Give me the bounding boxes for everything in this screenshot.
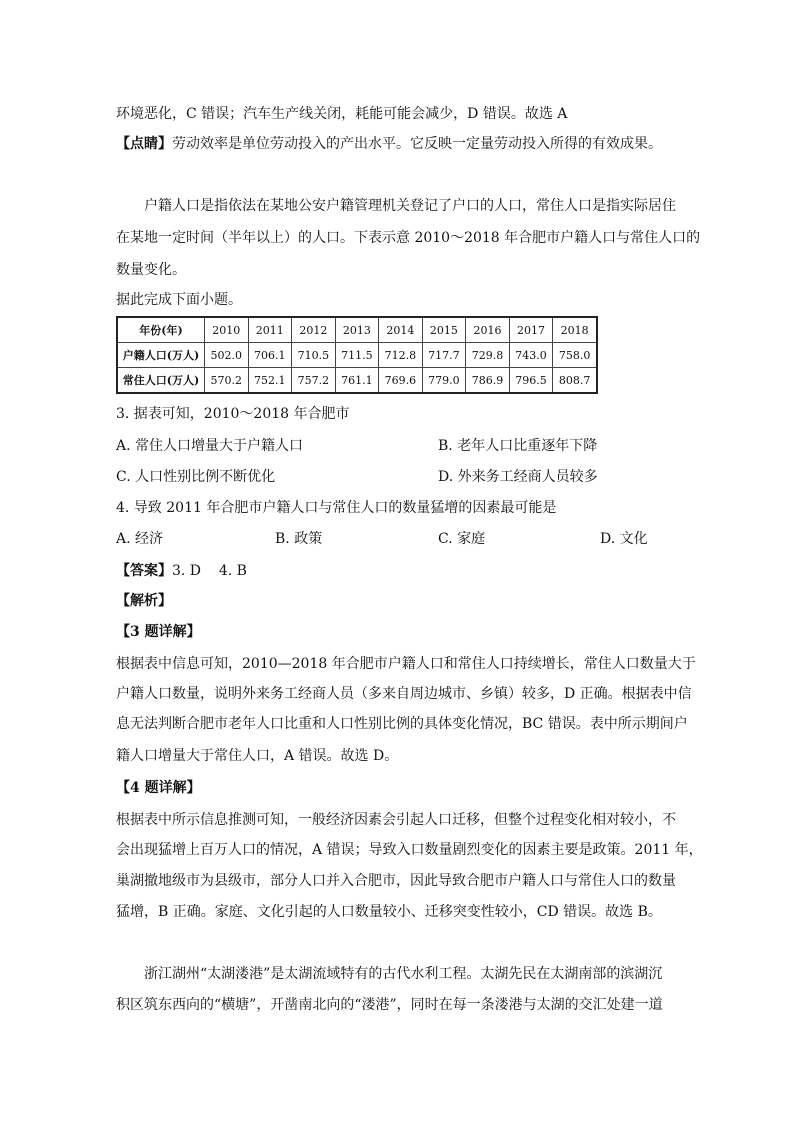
table-cell: 570.2 <box>205 368 249 394</box>
note-line <box>116 134 662 154</box>
table-cell: 706.1 <box>248 343 292 368</box>
q3-detail-line-2: 户籍人口数量，说明外来务工经商人员（多来自周边城市、乡镇）较多，D 正确。根据表中信 <box>116 686 692 702</box>
table-cell: 2015 <box>422 317 466 343</box>
table-cell: 711.5 <box>335 343 379 368</box>
q4-detail-line-2: 会出现猛增上百万人口的情况，A 错误；导致入口数量剧烈变化的因素主要是政策。2011 年， <box>116 842 703 858</box>
table-cell: 502.0 <box>205 343 249 368</box>
note-tag: 【点睛】 <box>116 136 172 152</box>
q3-option-c: C. 人口性别比例不断优化 <box>116 469 276 485</box>
table-cell: 2018 <box>553 317 597 343</box>
intro-line-1: 户籍人口是指依法在某地公安户籍管理机关登记了户口的人口，常住人口是指实际居住 <box>144 198 676 214</box>
table-row <box>117 368 597 394</box>
q4-option-b: B. 政策 <box>275 531 323 547</box>
table-cell: 729.8 <box>466 343 510 368</box>
answer-tag: 【答案】 <box>116 563 172 579</box>
q3-detail-tag: 【3 题详解】 <box>116 624 201 640</box>
next-passage-line-2: 积区筑东西向的“横塘”，开凿南北向的“溇港”，同时在每一条溇港与太湖的交汇处建一道 <box>116 997 663 1013</box>
table-cell: 761.1 <box>335 368 379 394</box>
table-cell: 796.5 <box>509 368 553 394</box>
table-cell: 710.5 <box>292 343 336 368</box>
table-row <box>117 343 597 368</box>
table-cell: 752.1 <box>248 368 292 394</box>
q4-option-c: C. 家庭 <box>438 531 486 547</box>
q4-option-a: A. 经济 <box>116 531 164 547</box>
next-passage-line-1: 浙江湖州“太湖溇港”是太湖流域特有的古代水利工程。太湖先民在太湖南部的滨湖沉 <box>144 966 663 982</box>
table-header-row <box>117 317 597 343</box>
intro-line-2: 在某地一定时间（半年以上）的人口。下表示意 2010～2018 年合肥市户籍人口与常住人口的 <box>116 230 701 246</box>
intro-line-3: 数量变化。 <box>116 262 186 278</box>
q3-option-a: A. 常住人口增量大于户籍人口 <box>116 438 304 454</box>
q4-detail-tag: 【4 题详解】 <box>116 780 201 796</box>
table-cell: 2013 <box>335 317 379 343</box>
answer-text: 3. D 4. B <box>172 563 247 579</box>
table-cell: 年份(年) <box>117 317 205 343</box>
table-cell: 757.2 <box>292 368 336 394</box>
table-cell: 712.8 <box>379 343 423 368</box>
q3-option-d: D. 外来务工经商人员较多 <box>438 469 598 485</box>
q3-detail-line-3: 息无法判断合肥市老年人口比重和人口性别比例的具体变化情况，BC 错误。表中所示期间户 <box>116 716 688 732</box>
table-cell: 769.6 <box>379 368 423 394</box>
question-3-stem: 3. 据表可知，2010～2018 年合肥市 <box>116 406 350 422</box>
table-cell: 2017 <box>509 317 553 343</box>
table-cell: 758.0 <box>553 343 597 368</box>
table-cell: 2012 <box>292 317 336 343</box>
table-cell: 717.7 <box>422 343 466 368</box>
table-cell: 2016 <box>466 317 510 343</box>
q4-detail-line-1: 根据表中所示信息推测可知，一般经济因素会引起人口迁移，但整个过程变化相对较小，不 <box>116 812 676 828</box>
q4-detail-line-3: 巢湖撤地级市为县级市，部分人口并入合肥市，因此导致合肥市户籍人口与常住人口的数量 <box>116 873 676 889</box>
q3-detail-line-4: 籍人口增量大于常住人口，A 错误。故选 D。 <box>116 748 399 764</box>
q3-option-b: B. 老年人口比重逐年下降 <box>438 438 598 454</box>
table-cell: 常住人口(万人) <box>117 368 205 394</box>
table-cell: 2011 <box>248 317 292 343</box>
table-cell: 743.0 <box>509 343 553 368</box>
question-4-stem: 4. 导致 2011 年合肥市户籍人口与常住人口的数量猛增的因素最可能是 <box>116 500 557 516</box>
previous-answer-tail: 环境恶化，C 错误；汽车生产线关闭，耗能可能会减少，D 错误。故选 A <box>116 106 568 122</box>
population-table <box>116 316 598 394</box>
table-cell: 户籍人口(万人) <box>117 343 205 368</box>
q4-detail-line-4: 猛增，B 正确。家庭、文化引起的人口数量较小、迁移突变性较小，CD 错误。故选 B。 <box>116 904 662 920</box>
table-cell: 786.9 <box>466 368 510 394</box>
intro-line-4: 据此完成下面小题。 <box>116 292 242 308</box>
table-cell: 2010 <box>205 317 249 343</box>
q3-detail-line-1: 根据表中信息可知，2010—2018 年合肥市户籍人口和常住人口持续增长，常住人口数量大于 <box>116 656 696 672</box>
table-cell: 808.7 <box>553 368 597 394</box>
answer-line <box>116 561 247 581</box>
analysis-tag: 【解析】 <box>116 593 172 609</box>
q4-option-d: D. 文化 <box>600 531 648 547</box>
note-text: 劳动效率是单位劳动投入的产出水平。它反映一定量劳动投入所得的有效成果。 <box>172 136 662 152</box>
table-cell: 2014 <box>379 317 423 343</box>
table-cell: 779.0 <box>422 368 466 394</box>
